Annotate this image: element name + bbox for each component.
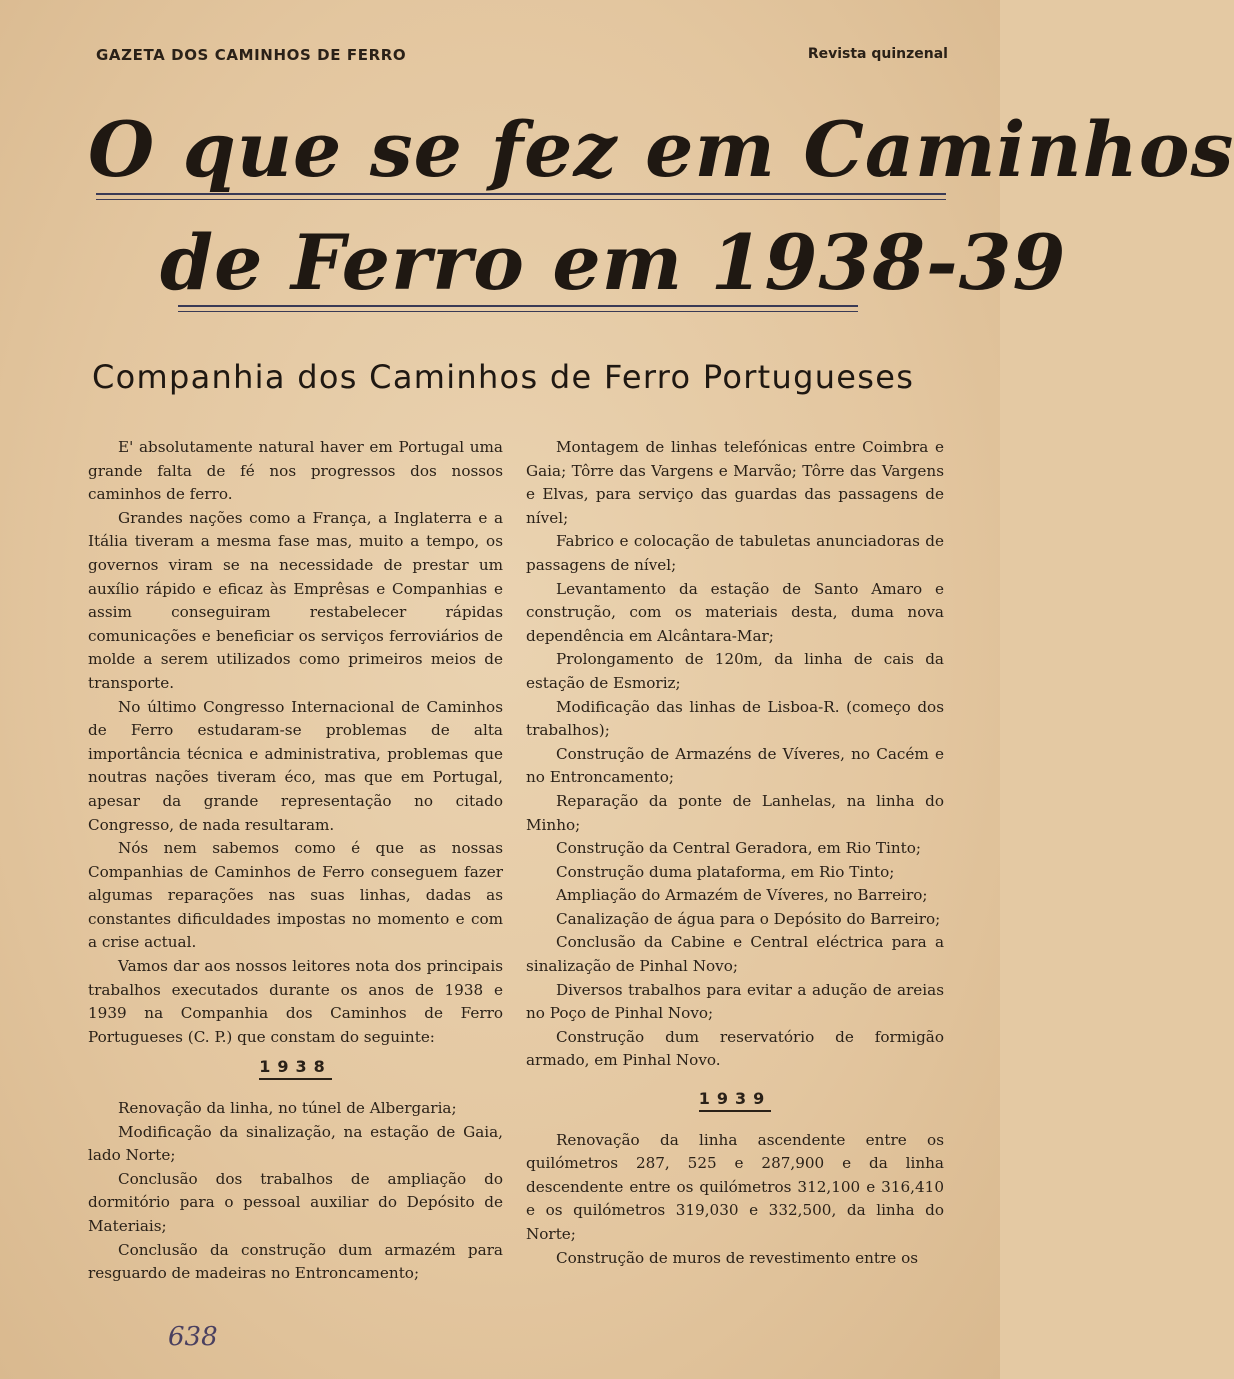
list-item: Ampliação do Armazém de Víveres, no Barreiro; xyxy=(556,886,928,905)
year-heading-1938 xyxy=(88,1055,503,1079)
list-item: Conclusão da construção dum armazém para resguardo de madeiras no Entroncamento; xyxy=(88,1240,503,1283)
year-label: 1938 xyxy=(259,1057,332,1080)
list-item: Canalização de água para o Depósito do Barreiro; xyxy=(556,909,941,928)
headline-rule-2 xyxy=(178,305,858,307)
paragraph: Nós nem sabemos como é que as nossas Companhias de Caminhos de Ferro conseguem fazer algumas reparações nas suas linhas, dadas as constantes dificuldades impostas no momento e com a crise actual. xyxy=(88,839,503,952)
list-item: Renovação da linha, no túnel de Albergaria; xyxy=(118,1099,457,1118)
list-item: Renovação da linha ascendente entre os quilómetros 287, 525 e 287,900 e da linha descendente entre os quilómetros 312,100 e 316,410 e os quilómetros 319,030 e 332,500, da linha do Norte; xyxy=(526,1130,944,1243)
paragraph: E' absolutamente natural haver em Portugal uma grande falta de fé nos progressos dos nossos caminhos de ferro. xyxy=(88,438,503,504)
running-header xyxy=(96,46,948,68)
publication-frequency: Revista quinzenal xyxy=(807,46,948,62)
headline-line-1: O que se fez em Caminhos xyxy=(88,105,1234,194)
list-item: Prolongamento de 120m, da linha de cais da estação de Esmoriz; xyxy=(526,650,944,692)
list-item: Modificação da sinalização, na estação de Gaia, lado Norte; xyxy=(88,1122,503,1165)
list-item: Conclusão da Cabine e Central eléctrica para a sinalização de Pinhal Novo; xyxy=(526,933,944,976)
headline-rule-1 xyxy=(96,193,946,195)
list-item: Construção dum reservatório de formigão armado, em Pinhal Novo. xyxy=(526,1027,944,1070)
page-number: 638 xyxy=(168,1322,218,1352)
list-item: Conclusão dos trabalhos de ampliação do dormitório para o pessoal auxiliar do Depósito de Materiais; xyxy=(88,1169,503,1235)
paragraph: No último Congresso Internacional de Caminhos de Ferro estudaram-se problemas de alta importância técnica e administrativa, problemas que noutras nações tiveram éco, mas que em Portugal, apesar da grande representação no citado Congresso, de nada resultaram. xyxy=(88,697,503,834)
list-item: Construção duma plataforma, em Rio Tinto; xyxy=(556,862,895,881)
list-item: Levantamento da estação de Santo Amaro e construção, com os materiais desta, duma nova dependência em Alcântara-Mar; xyxy=(526,579,944,645)
list-item: Montagem de linhas telefónicas entre Coimbra e Gaia; Tôrre das Vargens e Marvão; Tôrre das Vargens e Elvas, para serviço das guardas das passagens de nível; xyxy=(526,438,944,527)
year-label: 1939 xyxy=(699,1089,772,1112)
list-item: Construção da Central Geradora, em Rio Tinto; xyxy=(556,839,921,858)
list-item: Reparação da ponte de Lanhelas, na linha do Minho; xyxy=(526,791,944,834)
publication-name: GAZETA DOS CAMINHOS DE FERRO xyxy=(96,46,407,64)
headline-rule-1-thin xyxy=(96,199,946,200)
paragraph: Grandes nações como a França, a Inglaterra e a Itália tiveram a mesma fase mas, muito a tempo, os governos viram se na necessidade de prestar um auxílio rápido e eficaz às Emprêsas e Companhias e assim conseguiram restabelecer rápidas comunicações e beneficiar os serviços ferroviários de molde a serem utilizados como primeiros meios de transporte. xyxy=(88,508,503,692)
left-column xyxy=(88,436,503,1286)
list-item: Construção de muros de revestimento entre os xyxy=(556,1248,919,1267)
right-column xyxy=(526,436,944,1270)
list-item: Construção de Armazéns de Víveres, no Cacém e no Entroncamento; xyxy=(526,744,944,787)
list-item: Diversos trabalhos para evitar a adução de areias no Poço de Pinhal Novo; xyxy=(526,980,944,1023)
year-heading-1939 xyxy=(526,1087,944,1111)
headline-rule-2-thin xyxy=(178,311,858,312)
headline-line-2: de Ferro em 1938-39 xyxy=(160,218,1067,307)
list-item: Modificação das linhas de Lisboa-R. (começo dos trabalhos); xyxy=(526,697,944,740)
paragraph: Vamos dar aos nossos leitores nota dos principais trabalhos executados durante os anos de 1938 e 1939 na Companhia dos Caminhos de Ferro Portugueses (C. P.) que constam do seguinte: xyxy=(88,957,503,1046)
list-item: Fabrico e colocação de tabuletas anunciadoras de passagens de nível; xyxy=(526,532,944,574)
article-subtitle: Companhia dos Caminhos de Ferro Portugueses xyxy=(92,358,915,396)
